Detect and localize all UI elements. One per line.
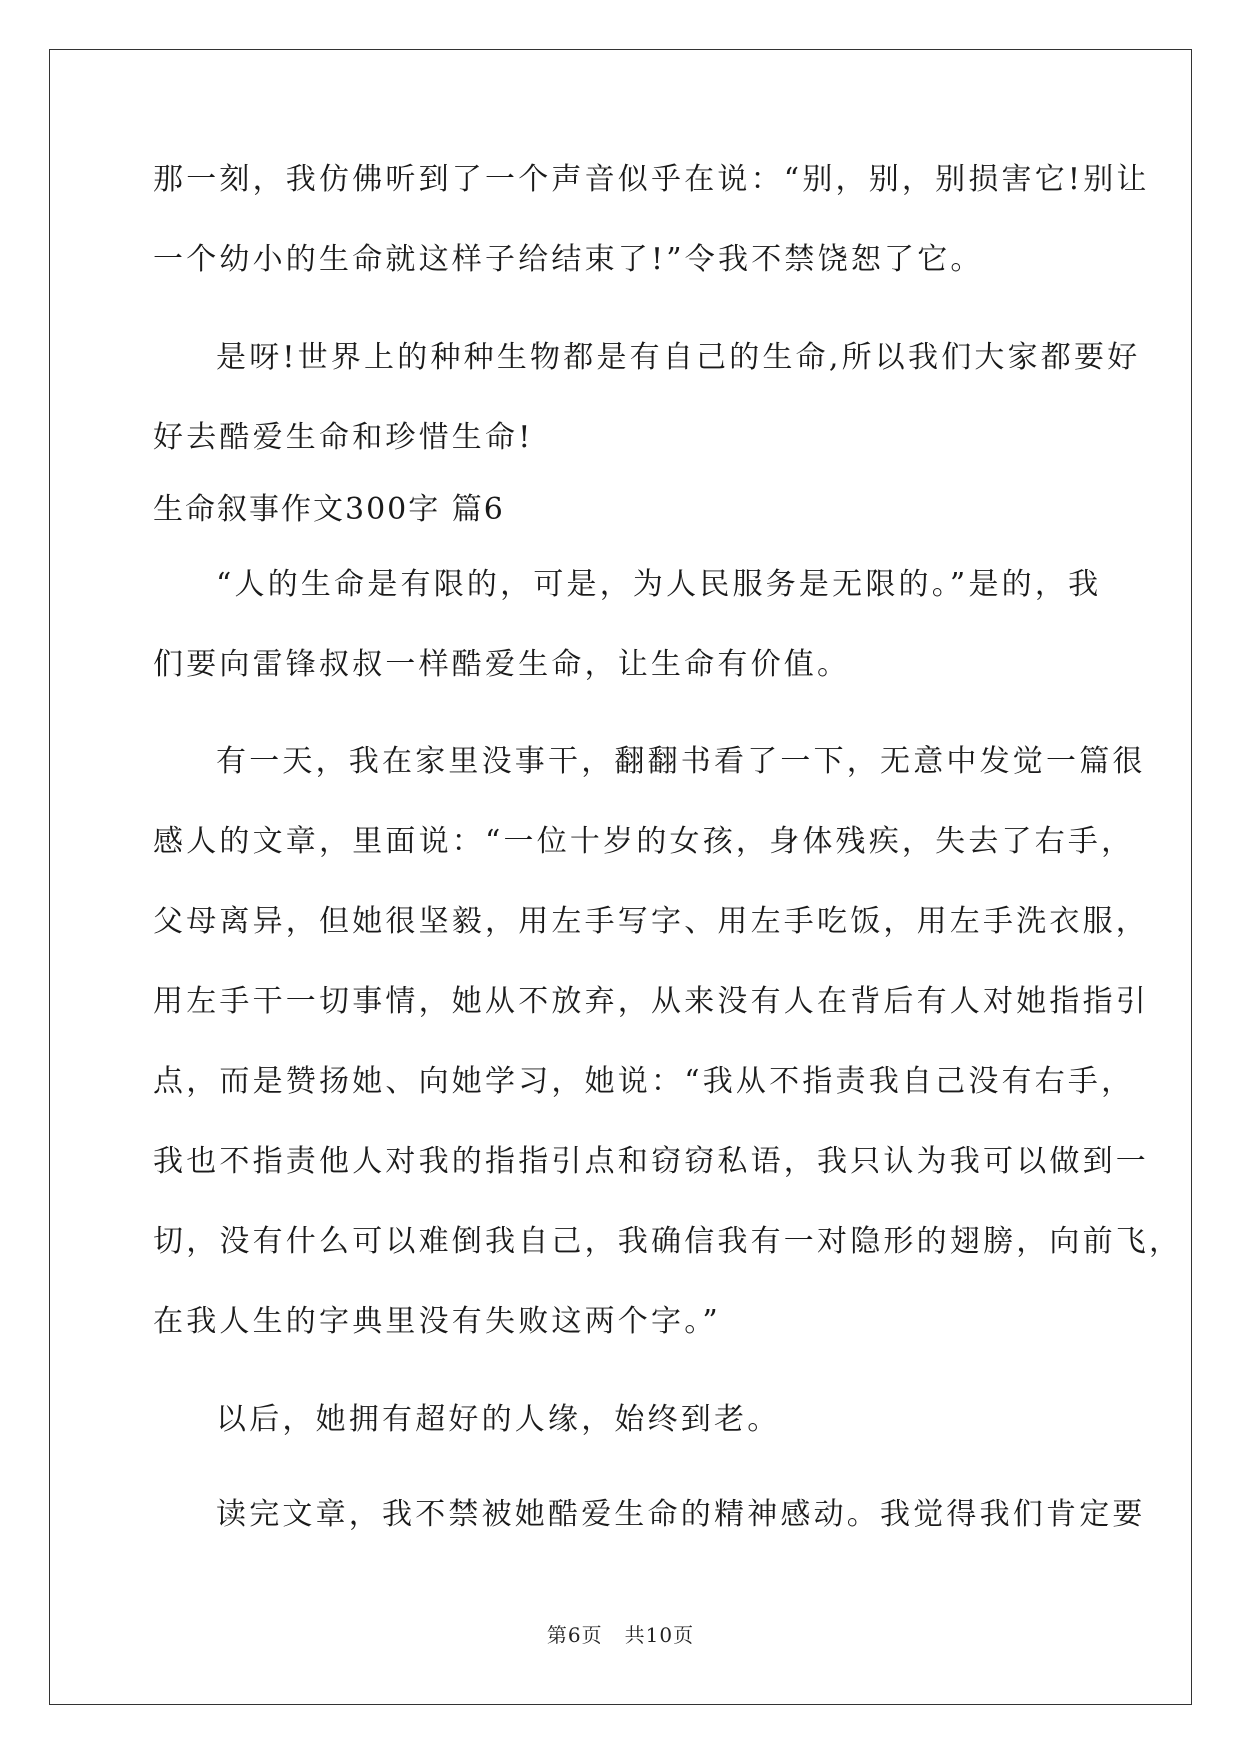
text-line: 们要向雷锋叔叔一样酷爱生命，让生命有价值。: [153, 647, 851, 682]
text-line: 一个幼小的生命就这样子给结束了!”令我不禁饶恕了它。: [153, 242, 984, 277]
text-line: 用左手干一切事情，她从不放弃，从来没有人在背后有人对她指指引: [153, 984, 1149, 1019]
text-line: 点，而是赞扬她、向她学习，她说：“我从不指责我自己没有右手，: [153, 1064, 1135, 1099]
text-line: 我也不指责他人对我的指指引点和窃窃私语，我只认为我可以做到一: [153, 1144, 1149, 1179]
text-line: 感人的文章，里面说：“一位十岁的女孩，身体残疾，失去了右手，: [153, 824, 1135, 859]
text-line: 是呀!世界上的种种生物都是有自己的生命,所以我们大家都要好: [216, 340, 1141, 375]
page-border: [49, 49, 1192, 1705]
page-number: 第6页: [546, 1623, 603, 1647]
text-line: “人的生命是有限的，可是，为人民服务是无限的。”是的，我: [216, 567, 1102, 602]
text-line: 有一天，我在家里没事干，翻翻书看了一下，无意中发觉一篇很: [216, 744, 1146, 779]
section-heading: 生命叙事作文300字 篇6: [153, 492, 505, 527]
page-footer: [0, 1622, 1241, 1648]
text-line: 切，没有什么可以难倒我自己，我确信我有一对隐形的翅膀，向前飞，: [153, 1224, 1183, 1259]
text-line: 读完文章，我不禁被她酷爱生命的精神感动。我觉得我们肯定要: [216, 1497, 1146, 1532]
page-total: 共10页: [624, 1623, 695, 1647]
text-line: 以后，她拥有超好的人缘，始终到老。: [216, 1402, 781, 1437]
text-line: 在我人生的字典里没有失败这两个字。”: [153, 1304, 721, 1339]
text-line: 好去酷爱生命和珍惜生命!: [153, 420, 534, 455]
text-line: 父母离异，但她很坚毅，用左手写字、用左手吃饭，用左手洗衣服，: [153, 904, 1149, 939]
text-line: 那一刻，我仿佛听到了一个声音似乎在说：“别，别，别损害它!别让: [153, 162, 1150, 197]
